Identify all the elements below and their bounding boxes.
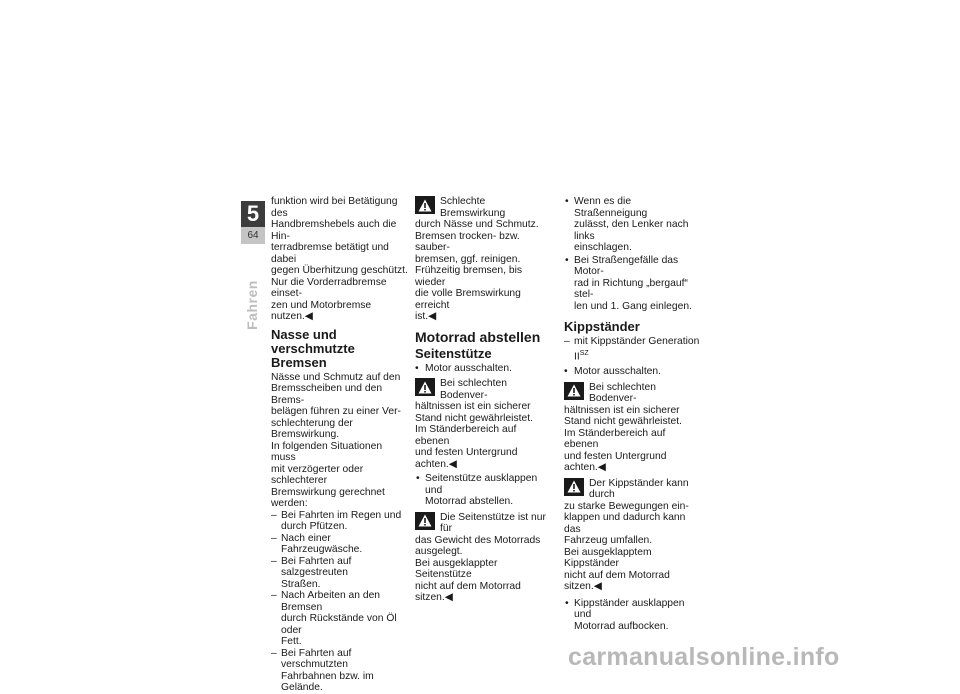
warning-icon: [415, 512, 435, 530]
warning-block: [564, 382, 702, 474]
step-item: [564, 598, 702, 633]
dash-marker: –: [271, 555, 277, 567]
column-2: [415, 196, 550, 604]
text-line: durch Pfützen.: [281, 521, 348, 532]
bullet-marker: •: [416, 473, 420, 484]
text-line: Stand nicht gewährleistet.: [415, 412, 533, 424]
dash-marker: –: [271, 590, 277, 601]
dash-marker: –: [271, 647, 277, 659]
warning-icon: [564, 382, 584, 400]
text-line: Bremsscheiben und den Brems-: [271, 383, 383, 406]
text-line: belägen führen zu einer Ver-: [271, 406, 401, 417]
text-line: Bei Fahrten auf salzgestreuten: [281, 555, 352, 578]
text-line: In folgenden Situationen muss: [271, 440, 383, 463]
text-line: Bei Fahrten auf verschmutzten: [281, 647, 352, 670]
text-line: Kippständer ausklappen und: [574, 597, 685, 621]
text-line: ausgelegt.: [415, 546, 463, 557]
text-line: Bei Straßengefälle das Motor-: [574, 254, 679, 277]
text-line: Die Seitenstütze ist nur für: [440, 511, 546, 534]
text-line: nicht auf dem Motorrad sitzen.◀: [564, 569, 670, 593]
dash-marker: –: [271, 532, 277, 544]
condition-item: [564, 336, 702, 362]
text-line: Straßen.: [281, 578, 321, 590]
heading-line: Nasse und verschmutzte: [271, 326, 355, 356]
heading-line: Bremsen: [271, 354, 327, 370]
dash-marker: –: [564, 336, 570, 347]
warning-block: [415, 512, 550, 604]
text-line: Bei ausgeklappter Seitenstütze: [415, 557, 498, 580]
page-number: 64: [241, 227, 265, 244]
bullet-marker: •: [565, 597, 569, 609]
column-1: [271, 196, 409, 694]
section-heading-wet-brakes: [271, 328, 409, 370]
text-line: terradbremse betätigt und dabei: [271, 242, 389, 265]
text-line: Bei Fahrten im Regen und: [281, 509, 402, 521]
text-line: durch Rückstände von Öl oder: [281, 613, 397, 636]
text-line: Wenn es die Straßenneigung: [574, 196, 648, 219]
text-line: schlechterung der Bremswirkung.: [271, 417, 353, 440]
subsection-heading-side-stand: Seitenstütze: [415, 345, 492, 361]
text-line: Nach einer Fahrzeugwäsche.: [281, 532, 363, 555]
text-line: Frühzeitig bremsen, bis wieder: [415, 265, 523, 288]
text-line: Bei schlechten Bodenver-: [440, 378, 507, 401]
text-line: die volle Bremswirkung erreicht: [415, 288, 521, 311]
chapter-side-label: [232, 275, 272, 335]
step-item: [564, 366, 702, 378]
text-line: ist.◀: [415, 311, 437, 322]
bullet-marker: •: [415, 362, 419, 374]
text-line: und festen Untergrund achten.◀: [564, 450, 667, 474]
text-line: Fahrzeug umfallen.: [564, 535, 653, 547]
list-item: [271, 590, 409, 648]
step-item: [564, 255, 702, 313]
text-line: bremsen, ggf. reinigen.: [415, 253, 521, 265]
step-item: [564, 196, 702, 254]
text-line: Motor ausschalten.: [425, 362, 512, 374]
section-heading-park: Motorrad abstellen: [415, 328, 541, 345]
text-line: Motorrad abstellen.: [425, 496, 514, 507]
bullet-marker: •: [565, 196, 569, 207]
chapter-number: 5: [241, 201, 265, 227]
text-line: Nur die Vorderradbremse einset-: [271, 276, 387, 299]
text-line: Handbremshebels auch die Hin-: [271, 219, 397, 242]
warning-block: [564, 478, 702, 593]
text-line: Motorrad aufbocken.: [574, 620, 669, 632]
condition-text: mit Kippständer Generation II: [574, 336, 700, 362]
text-line: Fett.: [281, 636, 302, 647]
warning-block: [415, 378, 550, 470]
text-line: Fahrbahnen bzw. im Gelände.: [281, 670, 374, 693]
text-line: mit verzögerter oder schlechterer: [271, 463, 364, 486]
text-line: Nach Arbeiten an den Bremsen: [281, 590, 381, 613]
text-line: zu starke Bewegungen ein-: [564, 500, 689, 512]
text-line: Im Ständerbereich auf ebenen: [564, 427, 666, 451]
text-line: Motor ausschalten.: [574, 366, 661, 378]
list-item: [271, 556, 409, 591]
text-line: [574, 336, 702, 362]
text-line: Stand nicht gewährleistet.: [564, 416, 682, 428]
step-item: [415, 363, 550, 375]
text-line: einschlagen.: [574, 242, 632, 253]
text-line: hältnissen ist ein sicherer: [564, 404, 680, 416]
text-line: Seitenstütze ausklappen und: [425, 473, 538, 496]
text-line: gegen Überhitzung geschützt.: [271, 265, 408, 276]
text-line: Bei schlechten Bodenver-: [589, 381, 656, 405]
column-3: [564, 196, 702, 632]
text-line: klappen und dadurch kann das: [564, 512, 686, 535]
text-line: Bremswirkung gerechnet werden:: [271, 486, 385, 509]
text-line: zen und Motorbremse nutzen.◀: [271, 299, 372, 322]
step-item: [415, 473, 550, 508]
bullet-marker: •: [564, 366, 568, 378]
text-line: hältnissen ist ein sicherer: [415, 401, 531, 412]
text-line: und festen Untergrund achten.◀: [415, 447, 518, 470]
text-line: zulässt, den Lenker nach links: [574, 219, 689, 242]
warning-block: [415, 196, 550, 323]
text-line: Bremsen trocken- bzw. sauber-: [415, 230, 520, 253]
model-code: SZ: [579, 349, 589, 357]
list-item: [271, 648, 409, 694]
text-line: durch Nässe und Schmutz.: [415, 219, 539, 230]
text-line: rad in Richtung „bergauf“ stel-: [574, 277, 688, 300]
bullet-marker: •: [565, 254, 569, 266]
dash-marker: –: [271, 509, 277, 521]
warning-icon: [415, 378, 435, 396]
text-line: funktion wird bei Betätigung des: [271, 196, 398, 219]
text-line: das Gewicht des Motorrads: [415, 534, 541, 546]
text-line: Bei ausgeklapptem Kippständer: [564, 546, 652, 570]
warning-icon: [415, 196, 435, 214]
list-item: [271, 510, 409, 533]
text-line: Der Kippständer kann durch: [589, 477, 689, 501]
text-line: Im Ständerbereich auf ebenen: [415, 424, 517, 447]
watermark: carmanualsonline.info: [568, 643, 840, 671]
text-line: Schlechte Bremswirkung: [440, 196, 506, 219]
text-line: Nässe und Schmutz auf den: [271, 371, 401, 383]
text-line: nicht auf dem Motorrad sitzen.◀: [415, 580, 521, 603]
warning-icon: [564, 478, 584, 496]
chapter-label-text: Fahren: [244, 280, 260, 330]
section-heading-center-stand: Kippständer: [564, 319, 640, 334]
text-line: len und 1. Gang einlegen.: [574, 300, 692, 312]
list-item: [271, 533, 409, 556]
